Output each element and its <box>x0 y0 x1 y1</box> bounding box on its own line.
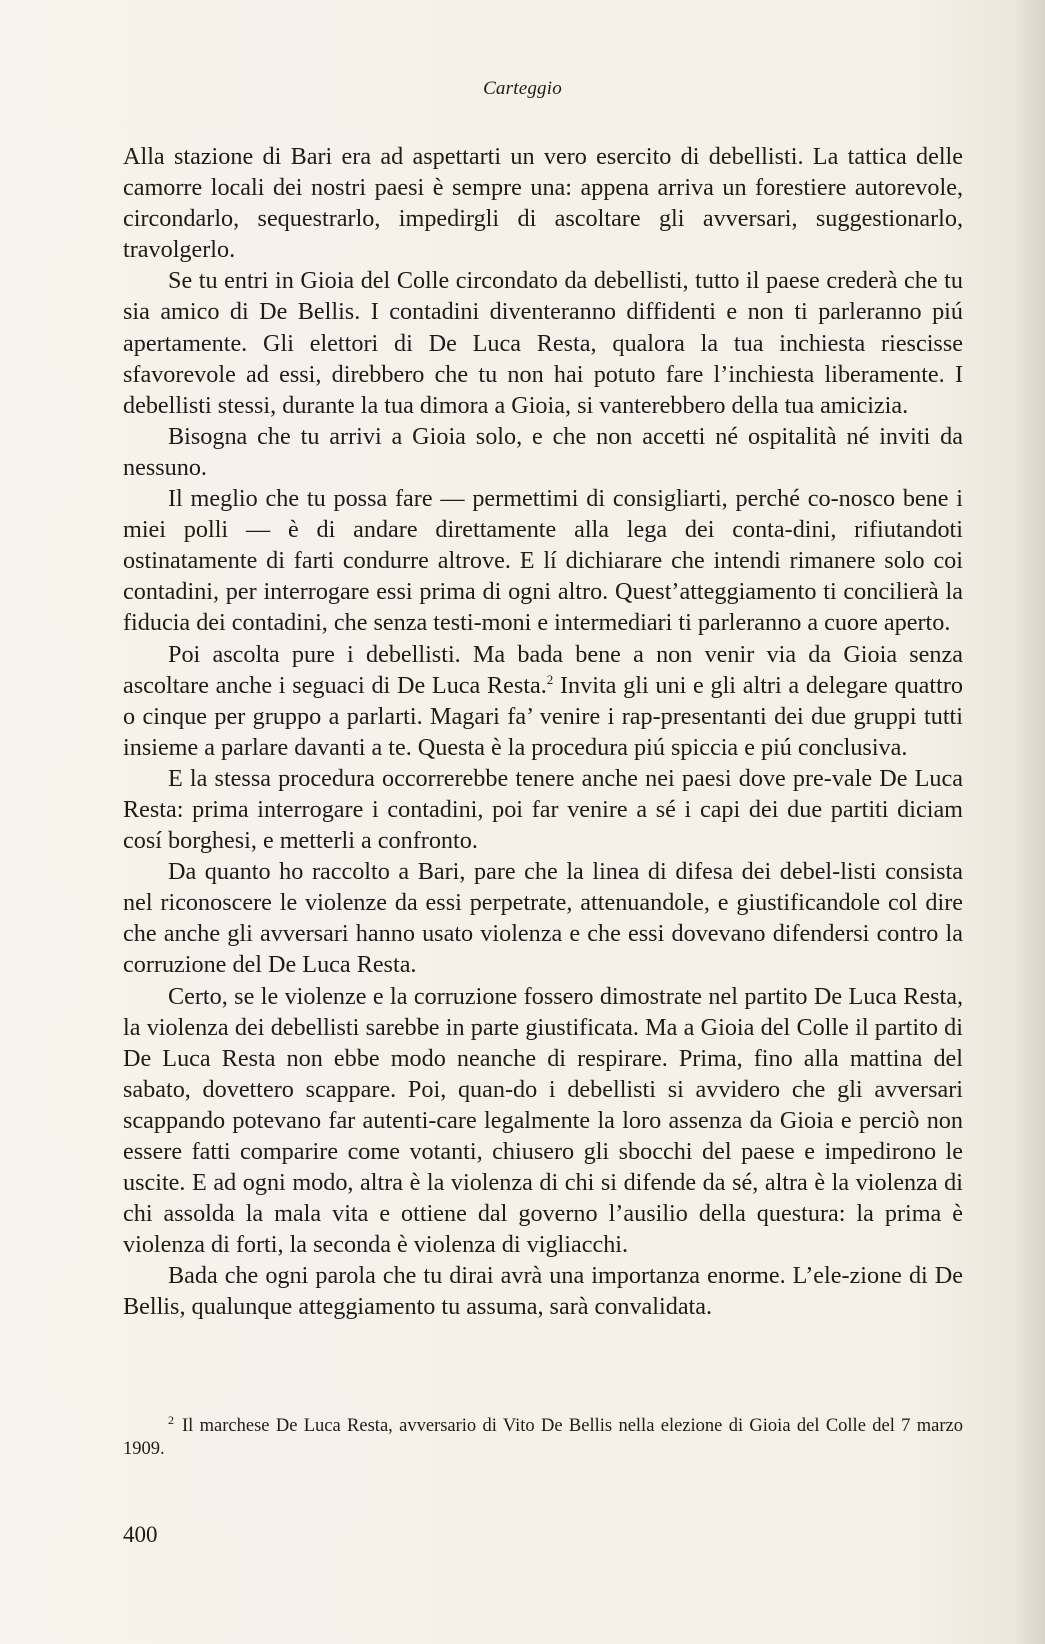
footnote <box>123 1412 963 1461</box>
paragraph-6: E la stessa procedura occorrerebbe tenere anche nei paesi dove pre-vale De Luca Resta: prima interrogare i contadini, poi far venire a sé i capi dei due partiti diciam cosí borghesi, e metterli a confronto. <box>123 764 963 855</box>
footnote-text: Il marchese De Luca Resta, avversario di Vito De Bellis nella elezione di Gioia del Colle del 7 marzo 1909. <box>123 1416 963 1459</box>
paragraph-5 <box>123 639 963 763</box>
footnote-marker: 2 <box>168 1412 174 1427</box>
paragraph-5-continuation: Invita gli uni e gli altri a delegare quattro o cinque per gruppo a parlarti. Magari fa’ venire i rap-presentanti dei due gruppi tutti insieme a parlare davanti a te. Questa è la procedura piú spiccia e piú conclusiva. <box>123 671 963 761</box>
footnote-reference-marker: 2 <box>546 671 554 687</box>
paragraph-1: Alla stazione di Bari era ad aspettarti un vero esercito di debellisti. La tattica delle camorre locali dei nostri paesi è sempre una: appena arriva un forestiere autorevole, circondarlo, sequestrarlo, impedirgli di ascoltare gli avversari, suggestionarlo, travolgerlo. <box>123 143 963 264</box>
paragraph-5-text: Poi ascolta pure i debellisti. Ma bada bene a non venir via da Gioia senza ascoltare anche i seguaci di De Luca Resta. <box>123 640 963 699</box>
paragraph-8: Certo, se le violenze e la corruzione fossero dimostrate nel partito De Luca Resta, la violenza dei debellisti sarebbe in parte giustificata. Ma a Gioia del Colle il partito di De Luca Resta non ebbe modo neanche di respirare. Prima, fino alla mattina del sabato, dovettero scappare. Poi, quan-do i debellisti si avvidero che gli avversari scappando potevano far autenti-care legalmente la loro assenza da Gioia e perciò non essere fatti comparire come votanti, chiusero gli sbocchi del paese e impedirono le uscite. E ad ogni modo, altra è la violenza di chi si difende da sé, altra è la violenza di chi assolda la mala vita e ottiene dal governo l’ausilio della questura: la prima è violenza di forti, la seconda è violenza di vigliacchi. <box>123 982 963 1259</box>
page-number: 400 <box>123 1522 158 1547</box>
paragraph-3: Bisogna che tu arrivi a Gioia solo, e che non accetti né ospitalità né inviti da nessuno. <box>123 422 963 481</box>
running-header: Carteggio <box>483 78 562 99</box>
paragraph-7: Da quanto ho raccolto a Bari, pare che la linea di difesa dei debel-listi consista nel riconoscere le violenze da essi perpetrate, attenuandole, e giustificandole col dire che anche gli avversari hanno usato violenza e che essi dovevano difendersi contro la corruzione del De Luca Resta. <box>123 858 963 979</box>
paragraph-2: Se tu entri in Gioia del Colle circondato da debellisti, tutto il paese crederà che tu sia amico di De Bellis. I contadini diventeranno diffidenti e non ti parleranno piú apertamente. Gli elettori di De Luca Resta, qualora la tua inchiesta riescisse sfavorevole ad essi, direbbero che tu non hai potuto fare l’inchiesta liberamente. I debellisti stessi, durante la tua dimora a Gioia, si vanterebbero della tua amicizia. <box>123 267 963 419</box>
paragraph-4: Il meglio che tu possa fare — permettimi di consigliarti, perché co-nosco bene i miei polli — è di andare direttamente alla lega dei conta-dini, rifiutandoti ostinatamente di farti condurre altrove. E lí dichiarare che intendi rimanere solo coi contadini, per interrogare essi prima di ogni altro. Quest’atteggiamento ti concilierà la fiducia dei contadini, che senza testi-moni e intermediari ti parleranno a cuore aperto. <box>123 485 963 637</box>
paragraph-9: Bada che ogni parola che tu dirai avrà una importanza enorme. L’ele-zione di De Bellis, qualunque atteggiamento tu assuma, sarà convalidata. <box>123 1262 963 1321</box>
main-text <box>123 141 963 1323</box>
